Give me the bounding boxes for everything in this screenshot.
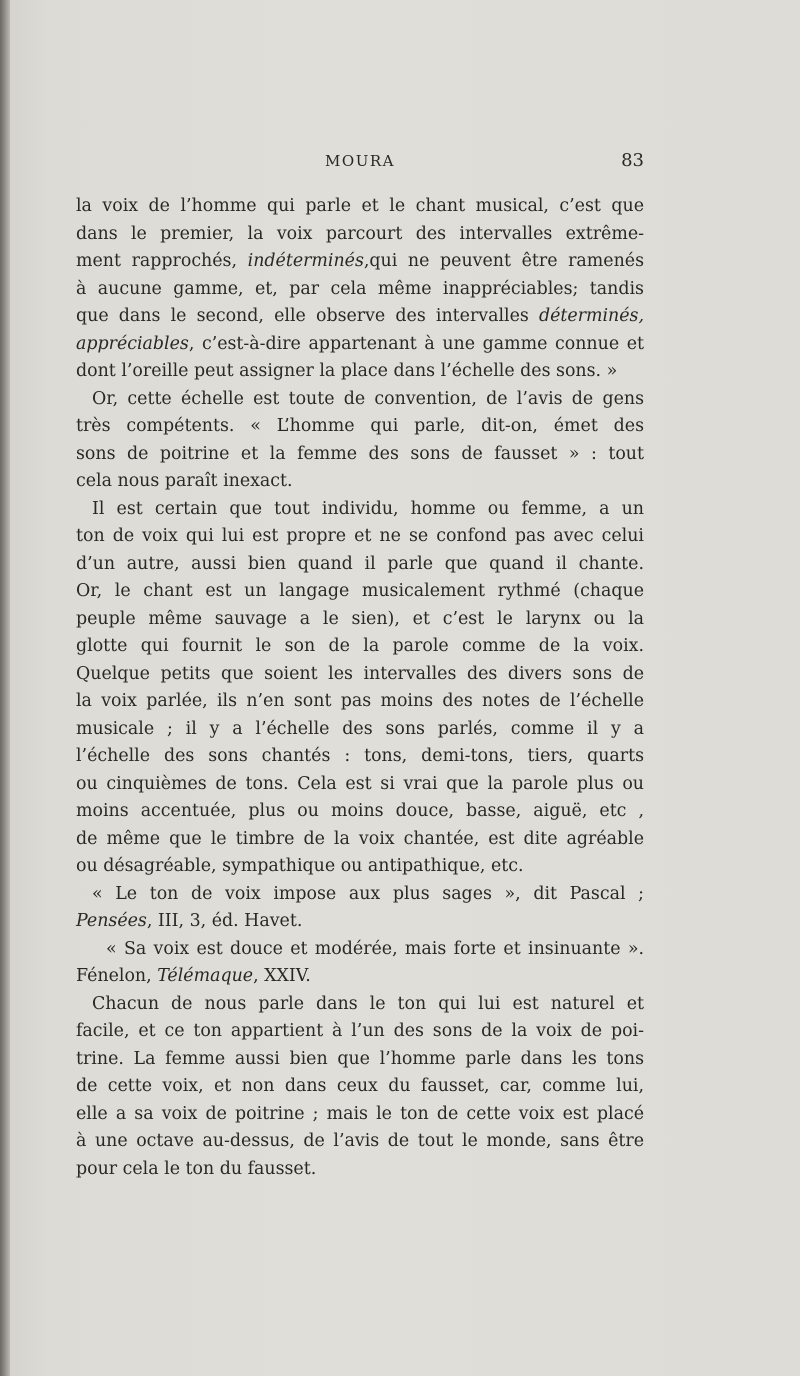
running-head: MOURA bbox=[325, 152, 395, 170]
text-line: cela nous paraît inexact. bbox=[76, 471, 293, 491]
text-line: Il est certain que tout individu, homme ou femme, a un bbox=[92, 498, 644, 519]
text-line: l’échelle des sons chantés : tons, demi-tons, tiers, quarts bbox=[76, 746, 644, 766]
text-line: à une octave au-dessus, de l’avis de tout le monde, sans être bbox=[76, 1131, 644, 1151]
text-line: Quelque petits que soient les intervalles des divers sons de bbox=[76, 663, 644, 684]
text-line: sons de poitrine et la femme des sons de fausset » : tout bbox=[76, 443, 644, 464]
text-line: que dans le second, elle observe des intervalles déterminés, bbox=[76, 306, 644, 326]
text-line: elle a sa voix de poitrine ; mais le ton de cette voix est placé bbox=[76, 1103, 644, 1124]
text-line: ment rapprochés, indéterminés,qui ne peuvent être ramenés bbox=[76, 251, 644, 271]
text-line: « Sa voix est douce et modérée, mais forte et insinuante ». bbox=[106, 938, 644, 959]
text-line: d’un autre, aussi bien quand il parle que quand il chante. bbox=[76, 553, 644, 574]
text-line: trine. La femme aussi bien que l’homme parle dans les tons bbox=[76, 1048, 644, 1069]
text-line: Chacun de nous parle dans le ton qui lui est naturel et bbox=[92, 993, 644, 1014]
page-number: 83 bbox=[621, 150, 644, 171]
text-line: ou cinquièmes de tons. Cela est si vrai que la parole plus ou bbox=[76, 773, 644, 794]
text-line: appréciables, c’est-à-dire appartenant à une gamme connue et bbox=[76, 333, 644, 354]
text-line: Fénelon, Télémaque, XXIV. bbox=[76, 966, 311, 986]
text-line: dont l’oreille peut assigner la place dans l’échelle des sons. » bbox=[76, 361, 618, 381]
text-line: peuple même sauvage a le sien), et c’est le larynx ou la bbox=[76, 608, 644, 629]
text-line: Pensées, III, 3, éd. Havet. bbox=[76, 911, 303, 931]
text-line: ou désagréable, sympathique ou antipathique, etc. bbox=[76, 856, 524, 876]
text-line: facile, et ce ton appartient à l’un des sons de la voix de poi- bbox=[76, 1021, 644, 1041]
text-line: Or, cette échelle est toute de convention, de l’avis de gens bbox=[92, 388, 644, 409]
book-spine-edge bbox=[0, 0, 10, 1376]
text-line: dans le premier, la voix parcourt des intervalles extrême- bbox=[76, 223, 644, 244]
text-line: glotte qui fournit le son de la parole comme de la voix. bbox=[76, 636, 644, 656]
page-header bbox=[76, 152, 644, 178]
text-line: musicale ; il y a l’échelle des sons parlés, comme il y a bbox=[76, 718, 644, 739]
text-line: moins accentuée, plus ou moins douce, basse, aiguë, etc , bbox=[76, 801, 644, 821]
text-line: « Le ton de voix impose aux plus sages », dit Pascal ; bbox=[92, 883, 644, 904]
text-line: la voix de l’homme qui parle et le chant musical, c’est que bbox=[76, 196, 644, 216]
text-line: de même que le timbre de la voix chantée, est dite agréable bbox=[76, 828, 644, 849]
body-text bbox=[76, 193, 644, 1183]
text-line: Or, le chant est un langage musicalement rythmé (chaque bbox=[76, 581, 644, 601]
text-line: la voix parlée, ils n’en sont pas moins des notes de l’échelle bbox=[76, 691, 644, 711]
text-line: très compétents. « L’homme qui parle, dit-on, émet des bbox=[76, 416, 644, 436]
text-line: ton de voix qui lui est propre et ne se confond pas avec celui bbox=[76, 526, 644, 546]
text-line: de cette voix, et non dans ceux du fausset, car, comme lui, bbox=[76, 1076, 644, 1096]
text-line: pour cela le ton du fausset. bbox=[76, 1158, 317, 1179]
text-line: à aucune gamme, et, par cela même inappréciables; tandis bbox=[76, 278, 644, 299]
